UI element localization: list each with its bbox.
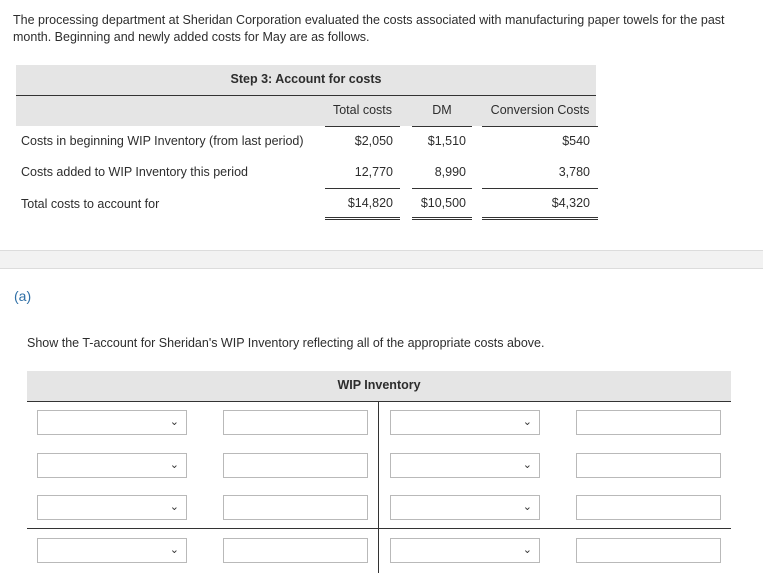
- cell-cc: 3,780: [558, 165, 590, 179]
- debit-account-select[interactable]: [37, 410, 187, 435]
- chevron-down-icon: ⌄: [169, 544, 179, 556]
- debit-total-input[interactable]: [223, 538, 368, 563]
- t-account-divider: [378, 401, 379, 573]
- header-underline: [482, 126, 598, 127]
- debit-account-select[interactable]: [37, 495, 187, 520]
- credit-total-input[interactable]: [576, 538, 721, 563]
- cell-dm: 8,990: [434, 165, 466, 179]
- t-account-title: WIP Inventory: [337, 378, 421, 392]
- row-label-total: Total costs to account for: [21, 197, 160, 211]
- subtotal-rule: [482, 188, 598, 189]
- instruction-text: Show the T-account for Sheridan's WIP Inventory reflecting all of the appropriate costs above.: [27, 336, 545, 350]
- cell-dm: $10,500: [420, 196, 466, 210]
- header-total-costs: Total costs: [332, 103, 393, 117]
- credit-total-select[interactable]: [390, 538, 540, 563]
- cell-dm: $1,510: [427, 134, 466, 148]
- credit-amount-input[interactable]: [576, 453, 721, 478]
- subtotal-rule: [325, 188, 400, 189]
- t-account-header: [27, 371, 731, 402]
- debit-account-select[interactable]: [37, 453, 187, 478]
- total-double-rule: [412, 217, 472, 220]
- credit-account-select[interactable]: [390, 410, 540, 435]
- chevron-down-icon: ⌄: [522, 416, 532, 428]
- credit-amount-input[interactable]: [576, 495, 721, 520]
- cell-cc: $540: [562, 134, 590, 148]
- debit-amount-input[interactable]: [223, 495, 368, 520]
- chevron-down-icon: ⌄: [169, 501, 179, 513]
- debit-total-select[interactable]: [37, 538, 187, 563]
- t-account-total-line: [27, 528, 731, 529]
- part-label: (a): [14, 288, 32, 304]
- step-table-title: Step 3: Account for costs: [230, 72, 382, 86]
- debit-amount-input[interactable]: [223, 410, 368, 435]
- cell-total: $14,820: [347, 196, 393, 210]
- row-label-added: Costs added to WIP Inventory this period: [21, 165, 248, 179]
- chevron-down-icon: ⌄: [522, 459, 532, 471]
- chevron-down-icon: ⌄: [169, 459, 179, 471]
- credit-account-select[interactable]: [390, 495, 540, 520]
- step-table-header: [16, 65, 596, 96]
- chevron-down-icon: ⌄: [522, 501, 532, 513]
- header-dm: DM: [432, 103, 452, 117]
- cell-total: 12,770: [354, 165, 393, 179]
- credit-account-select[interactable]: [390, 453, 540, 478]
- chevron-down-icon: ⌄: [522, 544, 532, 556]
- chevron-down-icon: ⌄: [169, 416, 179, 428]
- cell-total: $2,050: [354, 134, 393, 148]
- header-conversion-costs: Conversion Costs: [490, 103, 590, 117]
- subtotal-rule: [412, 188, 472, 189]
- total-double-rule: [325, 217, 400, 220]
- row-label-beginning: Costs in beginning WIP Inventory (from last period): [21, 134, 304, 148]
- cell-cc: $4,320: [551, 196, 590, 210]
- header-underline: [325, 126, 400, 127]
- total-double-rule: [482, 217, 598, 220]
- intro-text: The processing department at Sheridan Corporation evaluated the costs associated with manufacturing paper towels for the past month. Beginning and newly added costs for May are as follows.: [13, 13, 725, 44]
- header-underline: [412, 126, 472, 127]
- debit-amount-input[interactable]: [223, 453, 368, 478]
- credit-amount-input[interactable]: [576, 410, 721, 435]
